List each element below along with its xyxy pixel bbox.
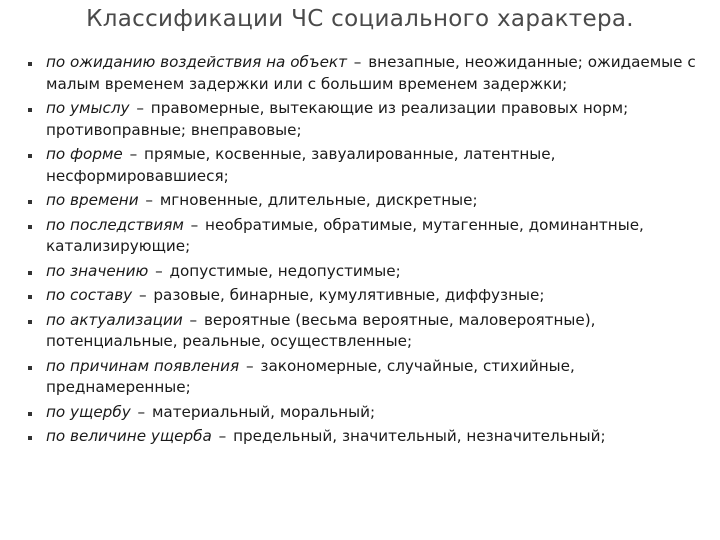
item-term: по последствиям [46,215,184,234]
item-text: допустимые, недопустимые; [169,261,401,280]
item-separator: – [131,99,149,117]
item-term: по величине ущерба [46,427,212,445]
item-text: внезапные, неожиданные; ожидаемые с малым временем задержки или с большим временем задержки; [46,53,696,93]
bullet-icon [28,320,32,324]
item-text: необратимые, обратимые, мутагенные, доминантные, катализирующие; [46,215,644,255]
item-separator: – [348,53,367,71]
item-separator: – [134,286,152,304]
bullet-icon [28,225,32,229]
list-item [20,356,700,399]
list-item [20,426,700,448]
item-text: вероятные (весьма вероятные, маловероятные), потенциальные, реальные, осуществленные; [46,310,596,350]
list-item [20,402,700,424]
list-item [20,98,700,141]
item-term: по ожиданию воздействия на объект [46,53,347,71]
bullet-icon [28,62,32,66]
item-term: по причинам появления [46,356,240,375]
classification-list [20,52,700,451]
item-term: по значению [46,261,149,280]
item-text: правомерные, вытекающие из реализации правовых норм; противоправные; внеправовые; [46,99,629,139]
item-text: прямые, косвенные, завуалированные, латентные, несформировавшиеся; [46,145,556,185]
item-term: по ущербу [46,402,131,421]
item-separator: – [213,427,232,445]
item-separator: – [140,191,158,209]
slide-title: Классификации ЧС социального характера. [86,6,634,32]
bullet-icon [28,295,32,299]
list-item [20,285,700,307]
item-text: материальный, моральный; [151,402,376,421]
bullet-icon [28,271,32,275]
item-separator: – [150,261,168,280]
list-item [20,144,700,187]
list-item [20,215,700,258]
bullet-icon [28,154,32,158]
item-separator: – [132,402,150,421]
list-item [20,52,700,95]
list-item [20,190,700,212]
item-term: по составу [46,286,133,304]
item-text: мгновенные, длительные, дискретные; [159,191,478,209]
bullet-icon [28,436,32,440]
item-separator: – [185,215,204,234]
list-item [20,261,700,283]
item-separator: – [124,145,143,163]
item-text: разовые, бинарные, кумулятивные, диффузные; [153,286,545,304]
item-term: по форме [46,145,123,163]
item-text: закономерные, случайные, стихийные, преднамеренные; [46,356,575,396]
bullet-icon [28,366,32,370]
bullet-icon [28,200,32,204]
item-term: по времени [46,191,139,209]
bullet-icon [28,108,32,112]
item-separator: – [241,356,259,375]
item-separator: – [184,310,202,329]
list-item [20,310,700,353]
item-text: предельный, значительный, незначительный; [233,427,606,445]
item-term: по актуализации [46,310,183,329]
item-term: по умыслу [46,99,130,117]
bullet-icon [28,412,32,416]
